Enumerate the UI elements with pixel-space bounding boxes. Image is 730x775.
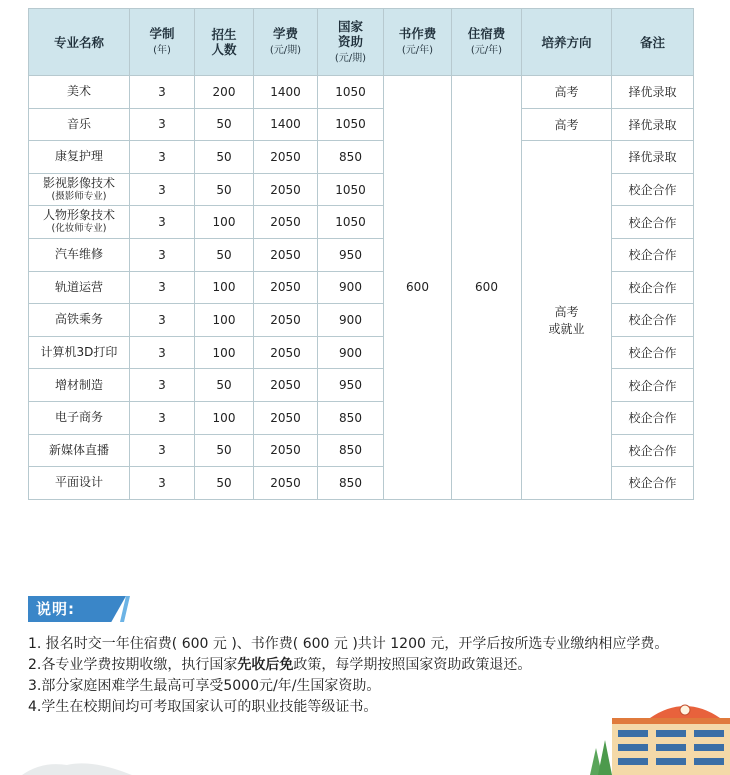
state-aid: 1050 — [318, 76, 384, 109]
column-unit: (年) — [153, 45, 171, 56]
major-name: 康复护理 — [29, 141, 130, 174]
enrollment-quota: 100 — [195, 336, 254, 369]
remark: 校企合作 — [612, 336, 694, 369]
tuition-fee: 1400 — [254, 76, 318, 109]
tuition-fee: 2050 — [254, 434, 318, 467]
tuition-fee: 2050 — [254, 173, 318, 206]
study-years: 3 — [130, 271, 195, 304]
remark: 校企合作 — [612, 369, 694, 402]
study-years: 3 — [130, 369, 195, 402]
remark: 校企合作 — [612, 401, 694, 434]
tuition-fee: 2050 — [254, 141, 318, 174]
study-years: 3 — [130, 304, 195, 337]
note-item: 1. 报名时交一年住宿费( 600 元 )、书作费( 600 元 )共计 1200 元，开学后按所选专业缴纳相应学费。 — [28, 636, 669, 652]
book-fee: 600 — [384, 76, 452, 500]
note-item: 3.部分家庭困难学生最高可享受5000元/年/生国家资助。 — [28, 678, 381, 694]
training-direction: 高考 或就业 — [522, 141, 612, 500]
state-aid: 850 — [318, 141, 384, 174]
enrollment-quota: 50 — [195, 141, 254, 174]
state-aid: 950 — [318, 369, 384, 402]
tuition-fee: 2050 — [254, 206, 318, 239]
major-subtitle: (化妆师专业) — [51, 223, 107, 235]
enrollment-quota: 200 — [195, 76, 254, 109]
enrollment-quota: 50 — [195, 467, 254, 500]
column-header: 住宿费 (元/年) — [452, 9, 522, 76]
enrollment-quota: 50 — [195, 369, 254, 402]
tuition-fee: 2050 — [254, 467, 318, 500]
tuition-fee: 1400 — [254, 108, 318, 141]
remark: 校企合作 — [612, 173, 694, 206]
state-aid: 900 — [318, 271, 384, 304]
major-name: 美术 — [29, 76, 130, 109]
enrollment-quota: 100 — [195, 304, 254, 337]
enrollment-quota: 50 — [195, 434, 254, 467]
column-header: 国家 资助 (元/期) — [318, 9, 384, 76]
column-header: 专业名称 — [29, 9, 130, 76]
tuition-table — [28, 8, 694, 500]
state-aid: 1050 — [318, 173, 384, 206]
state-aid: 950 — [318, 238, 384, 271]
enrollment-quota: 50 — [195, 238, 254, 271]
remark: 校企合作 — [612, 467, 694, 500]
column-header: 学费 (元/期) — [254, 9, 318, 76]
table-header-row — [29, 9, 694, 76]
major-name: 轨道运营 — [29, 271, 130, 304]
remark: 择优录取 — [612, 141, 694, 174]
notes-title-bar — [28, 596, 75, 622]
major-name: 电子商务 — [29, 401, 130, 434]
state-aid: 1050 — [318, 108, 384, 141]
dorm-fee: 600 — [452, 76, 522, 500]
remark: 择优录取 — [612, 108, 694, 141]
column-header: 学制 (年) — [130, 9, 195, 76]
major-name: 人物形象技术 (化妆师专业) — [29, 206, 130, 239]
tuition-table-container — [28, 8, 693, 554]
study-years: 3 — [130, 206, 195, 239]
column-unit: (元/期) — [269, 45, 302, 56]
note-item: 4.学生在校期间均可考取国家认可的职业技能等级证书。 — [28, 699, 378, 715]
tuition-fee: 2050 — [254, 304, 318, 337]
tuition-fee: 2050 — [254, 401, 318, 434]
major-name: 平面设计 — [29, 467, 130, 500]
column-header: 招生 人数 — [195, 9, 254, 76]
major-name: 音乐 — [29, 108, 130, 141]
state-aid: 1050 — [318, 206, 384, 239]
remark: 校企合作 — [612, 304, 694, 337]
remark: 校企合作 — [612, 206, 694, 239]
state-aid: 850 — [318, 401, 384, 434]
tuition-fee: 2050 — [254, 271, 318, 304]
study-years: 3 — [130, 336, 195, 369]
enrollment-quota: 100 — [195, 206, 254, 239]
study-years: 3 — [130, 141, 195, 174]
column-header: 备注 — [612, 9, 694, 76]
remark: 校企合作 — [612, 271, 694, 304]
remark: 择优录取 — [612, 76, 694, 109]
table-row — [29, 108, 694, 141]
column-unit: (元/年) — [401, 45, 434, 56]
study-years: 3 — [130, 173, 195, 206]
table-row — [29, 141, 694, 174]
study-years: 3 — [130, 76, 195, 109]
enrollment-quota: 50 — [195, 173, 254, 206]
note-emphasis: 先收后免 — [237, 657, 294, 673]
column-header: 培养方向 — [522, 9, 612, 76]
major-name: 增材制造 — [29, 369, 130, 402]
state-aid: 850 — [318, 467, 384, 500]
table-row — [29, 76, 694, 109]
column-header: 书作费 (元/年) — [384, 9, 452, 76]
major-name: 计算机3D打印 — [29, 336, 130, 369]
landscape-decoration — [22, 757, 132, 775]
training-direction: 高考 — [522, 108, 612, 141]
tuition-fee: 2050 — [254, 336, 318, 369]
column-unit: (元/年) — [470, 45, 503, 56]
tuition-fee: 2050 — [254, 238, 318, 271]
tuition-fee: 2050 — [254, 369, 318, 402]
note-item: 2.各专业学费按期收缴，执行国家先收后免政策，每学期按照国家资助政策退还。 — [28, 657, 532, 673]
major-name: 新媒体直播 — [29, 434, 130, 467]
major-name: 高铁乘务 — [29, 304, 130, 337]
notes-title: 说明: — [36, 600, 75, 618]
state-aid: 850 — [318, 434, 384, 467]
column-unit: (元/期) — [334, 52, 367, 64]
study-years: 3 — [130, 108, 195, 141]
state-aid: 900 — [318, 304, 384, 337]
study-years: 3 — [130, 238, 195, 271]
remark: 校企合作 — [612, 434, 694, 467]
school-building-illustration — [590, 690, 730, 775]
training-direction: 高考 — [522, 76, 612, 109]
study-years: 3 — [130, 401, 195, 434]
major-name: 影视影像技术 (摄影师专业) — [29, 173, 130, 206]
study-years: 3 — [130, 467, 195, 500]
enrollment-quota: 100 — [195, 271, 254, 304]
enrollment-quota: 100 — [195, 401, 254, 434]
state-aid: 900 — [318, 336, 384, 369]
major-subtitle: (摄影师专业) — [51, 190, 107, 202]
enrollment-quota: 50 — [195, 108, 254, 141]
remark: 校企合作 — [612, 238, 694, 271]
study-years: 3 — [130, 434, 195, 467]
major-name: 汽车维修 — [29, 238, 130, 271]
